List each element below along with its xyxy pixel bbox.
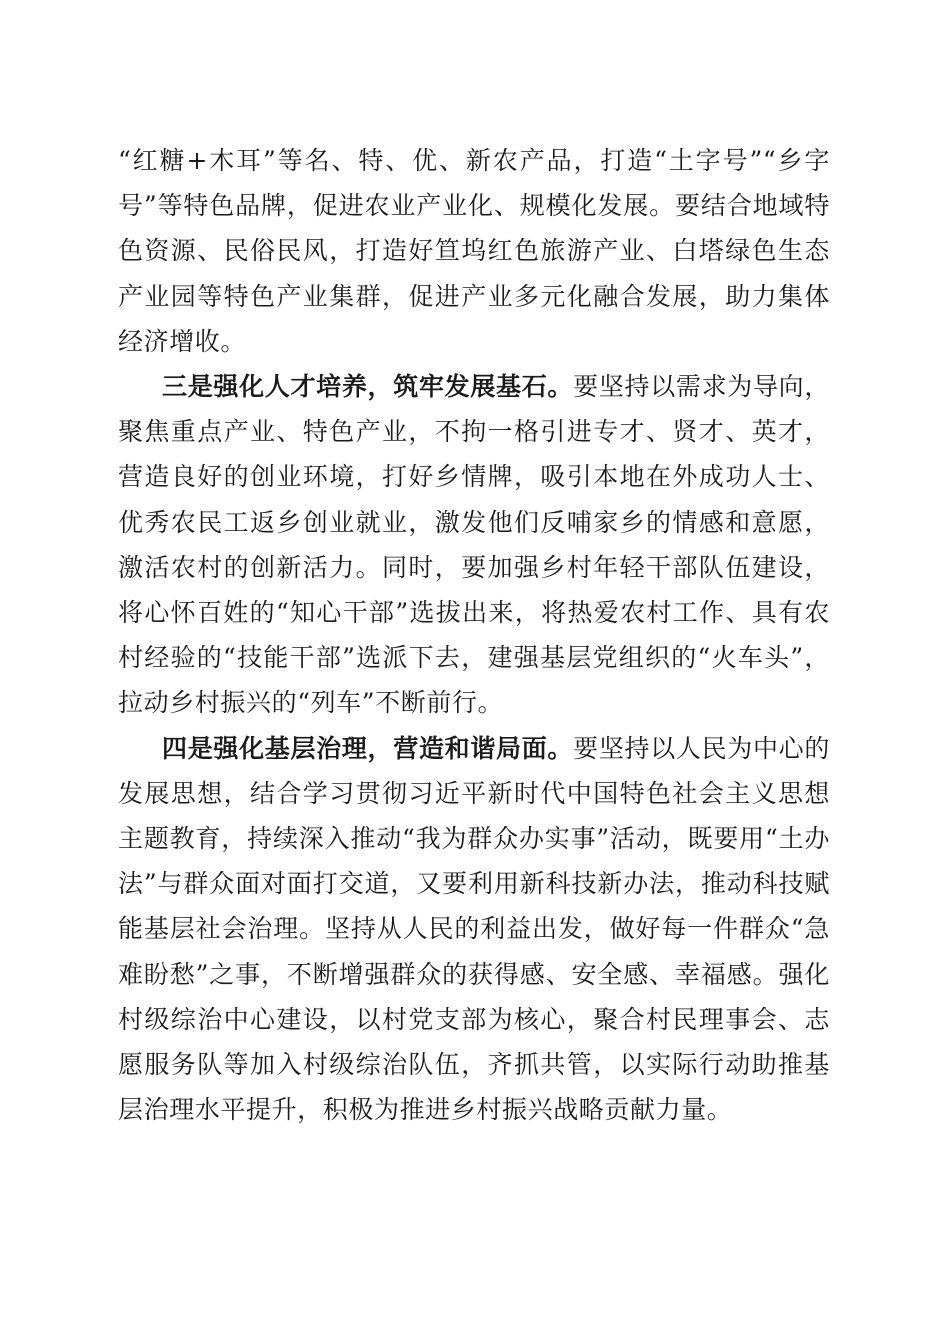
paragraph-talent-training [118,364,830,726]
body-text [118,138,830,1132]
paragraph-heading: 四是强化基层治理，营造和谐局面。 [162,733,574,763]
paragraph-text: 要坚持以人民为中心的发展思想，结合学习贯彻习近平新时代中国特色社会主义思想主题教育，持续深入推动“我为群众办实事”活动，既要用“土办法”与群众面对面打交道，又要利用新科技新办法，推动科技赋能基层社会治理。坚持从人民的利益出发，做好每一件群众“急难盼愁”之事，不断增强群众的获得感、安全感、幸福感。强化村级综治中心建设，以村党支部为核心，聚合村民理事会、志愿服务队等加入村级综治队伍，齐抓共管，以实际行动助推基层治理水平提升，积极为推进乡村振兴战略贡献力量。 [118,733,830,1125]
paragraph-heading: 三是强化人才培养，筑牢发展基石。 [162,372,574,402]
paragraph-continued [118,138,830,364]
paragraph-grassroots-governance [118,726,830,1133]
paragraph-text: “红糖+木耳”等名、特、优、新农产品，打造“土字号”“乡字号”等特色品牌，促进农业产业化、规模化发展。要结合地域特色资源、民俗民风，打造好笪坞红色旅游产业、白塔绿色生态产业园等特色产业集群，促进产业多元化融合发展，助力集体经济增收。 [118,146,830,356]
paragraph-text: 要坚持以需求为导向，聚焦重点产业、特色产业，不拘一格引进专才、贤才、英才，营造良好的创业环境，打好乡情牌，吸引本地在外成功人士、优秀农民工返乡创业就业，激发他们反哺家乡的情感和意愿，激活农村的创新活力。同时，要加强乡村年轻干部队伍建设，将心怀百姓的“知心干部”选拔出来，将热爱农村工作、具有农村经验的“技能干部”选派下去，建强基层党组织的“火车头”，拉动乡村振兴的“列车”不断前行。 [118,372,830,718]
